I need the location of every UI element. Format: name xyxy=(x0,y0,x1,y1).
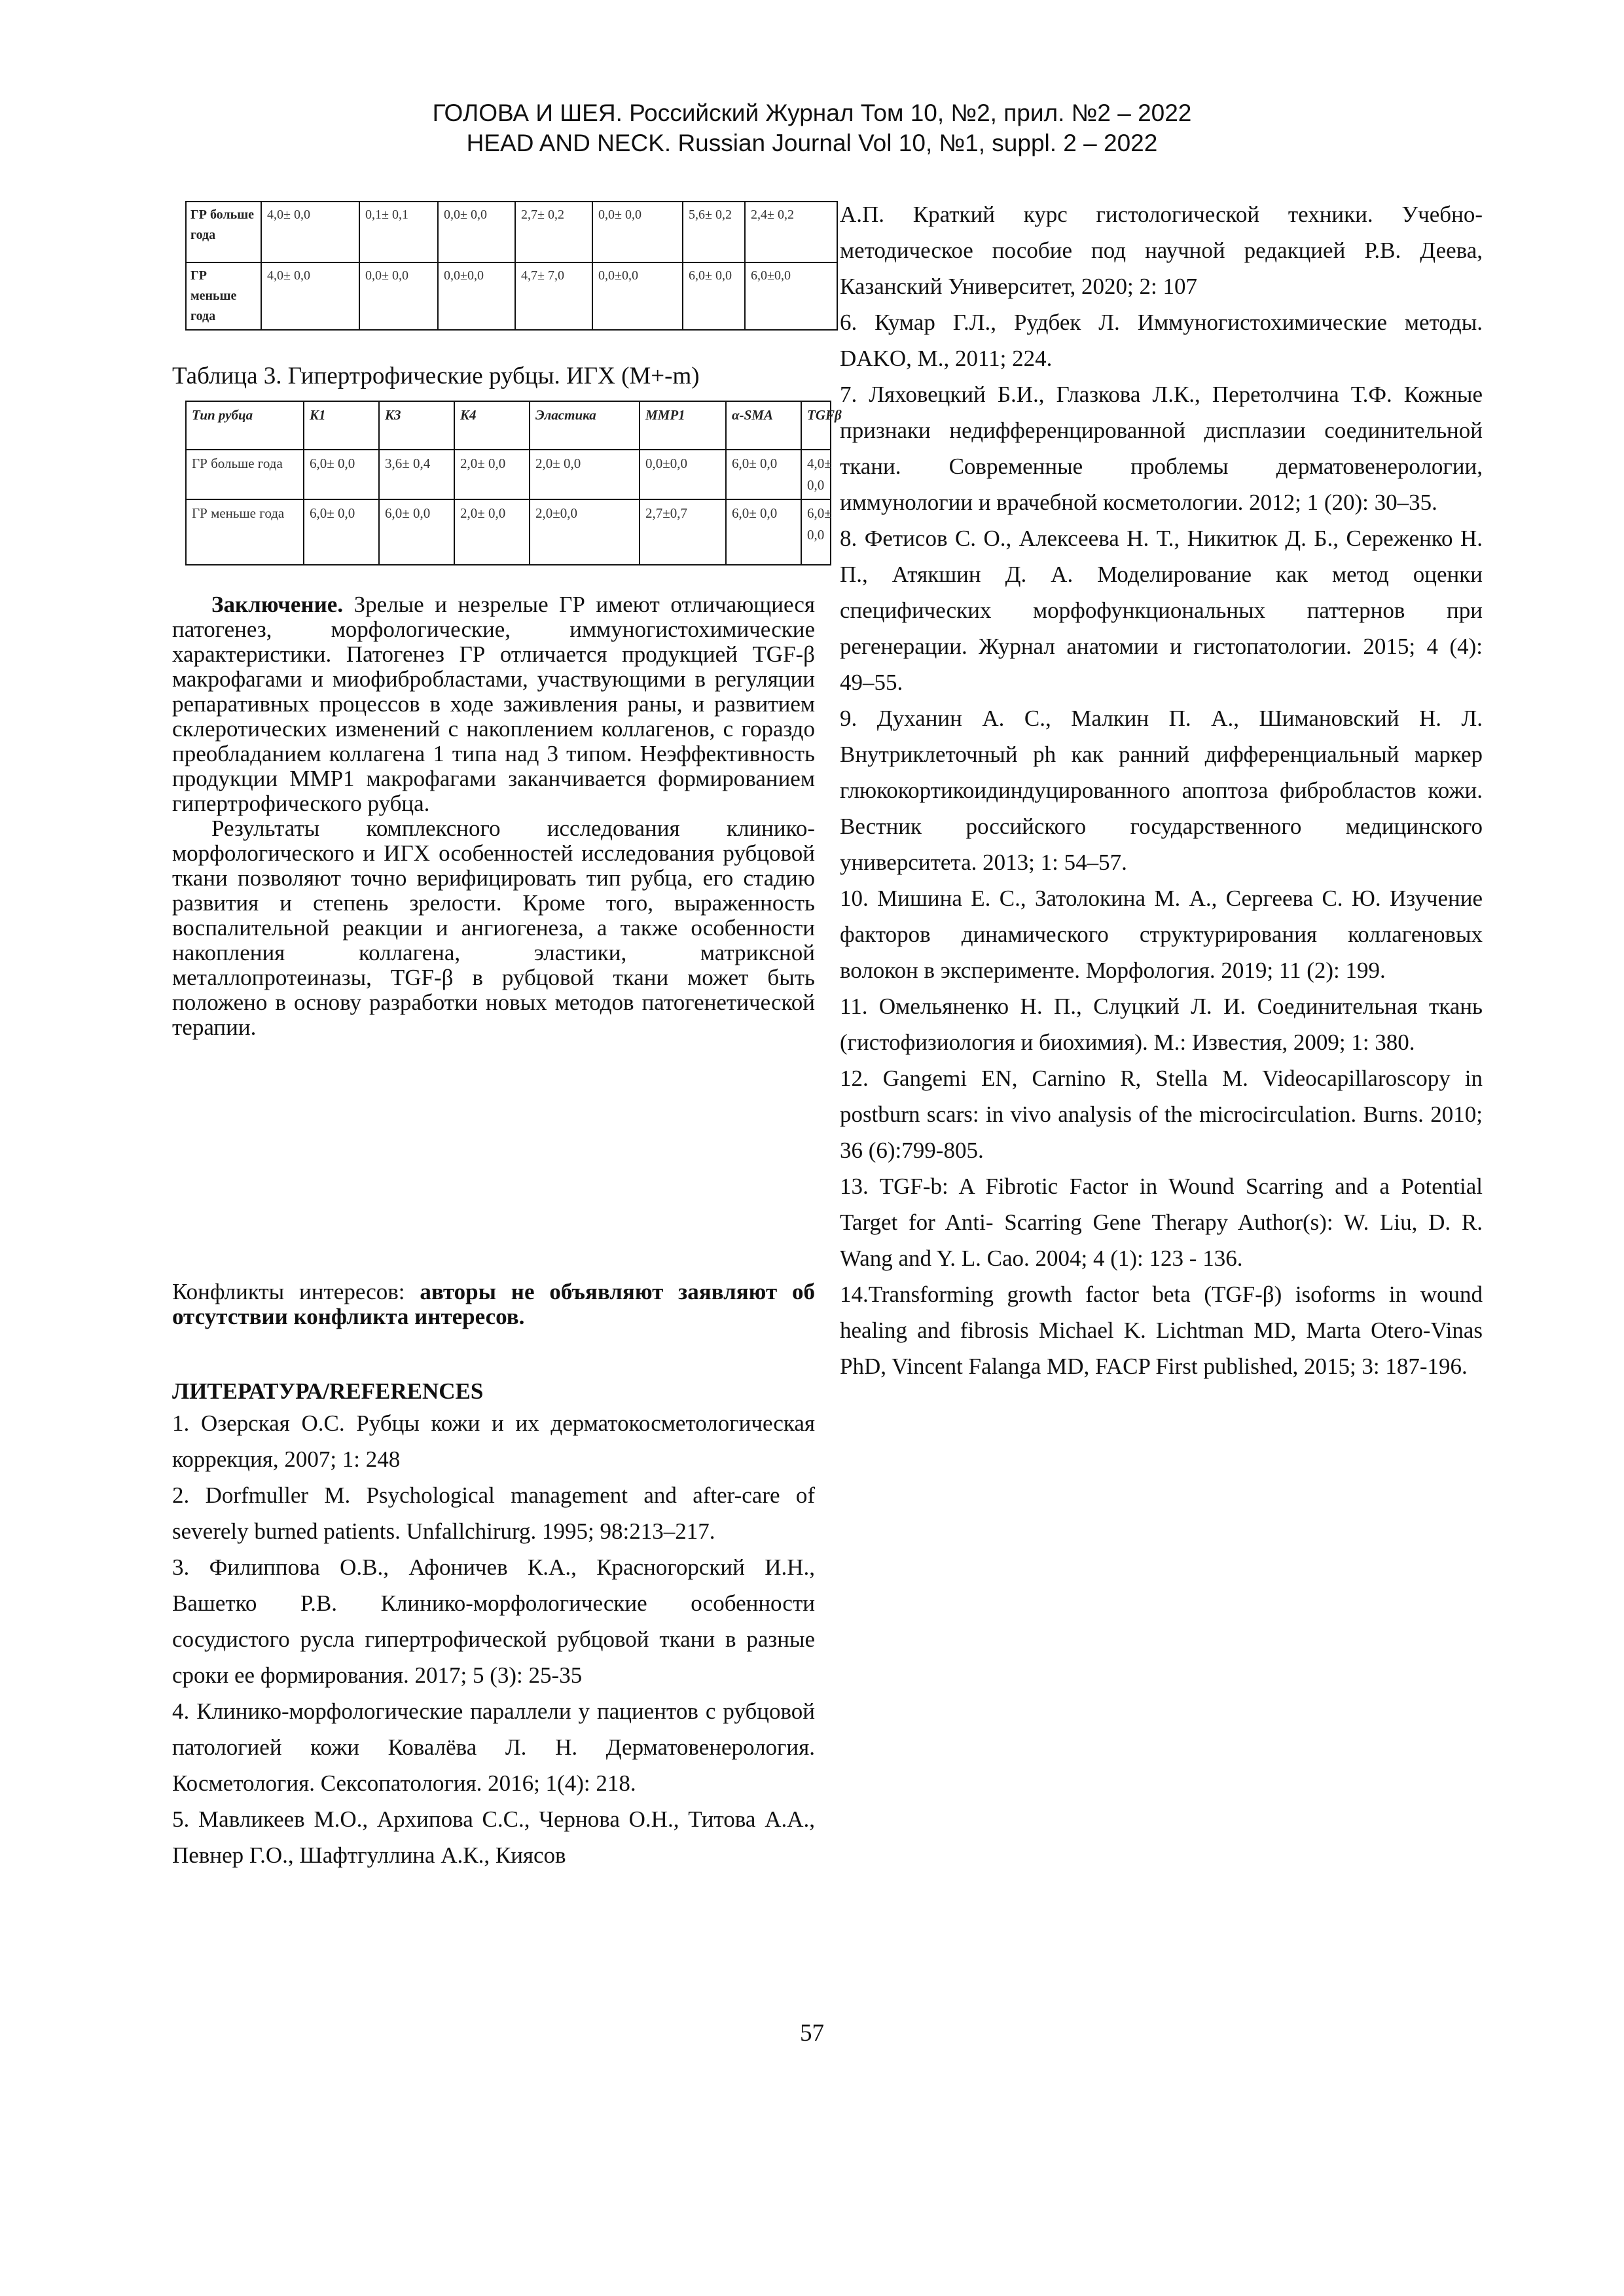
conclusion-heading: Заключение. xyxy=(211,592,344,617)
conflicts-statement: авторы не объявляют заявляют об отсутствии конфликта интересов. xyxy=(172,1279,816,1329)
table-cell: 2,4± 0,2 xyxy=(745,202,837,262)
column-header: K4 xyxy=(454,401,530,450)
reference-item: А.П. Краткий курс гистологической техники. Учебно-методическое пособие под научной редакцией Р.В. Деева, Казанский Университет, 2020; 2: 107 xyxy=(840,202,1483,299)
reference-item: 1. Озерская О.С. Рубцы кожи и их дерматокосметологическая коррекция, 2007; 1: 248 xyxy=(172,1410,815,1472)
table-cell: 6,0± 0,0 xyxy=(726,450,801,499)
table-cell: 0,0± 0,0 xyxy=(359,262,438,330)
reference-item: 4. Клинико-морфологические параллели у пациентов с рубцовой патологией кожи Ковалёва Л. Н. Дерматовенерология. Косметология. Сексопатология. 2016; 1(4): 218. xyxy=(172,1698,815,1796)
table-cell: 0,0±0,0 xyxy=(592,262,683,330)
references-right xyxy=(840,196,1483,1384)
table-cell: 0,1± 0,1 xyxy=(359,202,438,262)
conclusion-text: Зрелые и незрелые ГР имеют отличающиеся патогенез, морфологические, иммуногистохимические характеристики. Патогенез ГР отличается продукцией TGF-β макрофагами и миофибробластами, участвующими в регуляции репаративных процессов в ходе заживления раны, и развитием склеротических изменений с накоплением коллагенов, с гораздо преобладанием коллагена 1 типа над 3 типом. Неэффективность продукции MMP1 макрофагами заканчивается формированием гипертрофического рубца. xyxy=(172,592,815,816)
conclusion-paragraph xyxy=(172,592,815,816)
reference-item: 10. Мишина Е. С., Затолокина М. А., Сергеева С. Ю. Изучение факторов динамического структурирования коллагеновых волокон в эксперименте. Морфология. 2019; 11 (2): 199. xyxy=(840,886,1483,983)
table-row xyxy=(186,262,837,330)
table-cell: 2,0± 0,0 xyxy=(530,450,640,499)
reference-item: 14.Transforming growth factor beta (TGF-β) isoforms in wound healing and fibrosis Michael K. Lichtman MD, Marta Otero-Vinas PhD, Vincent Falanga MD, FACP First published, 2015; 3: 187-196. xyxy=(840,1282,1483,1379)
column-header: MMP1 xyxy=(640,401,726,450)
table-cell: 2,0± 0,0 xyxy=(454,499,530,565)
table-cell: 2,0± 0,0 xyxy=(454,450,530,499)
journal-title-ru: ГОЛОВА И ШЕЯ. Российский Журнал Том 10, №2, прил. №2 – 2022 xyxy=(432,99,1192,126)
table-cell: 0,0± 0,0 xyxy=(438,202,515,262)
table-row xyxy=(186,450,831,499)
row-label: ГР меньше года xyxy=(186,262,261,330)
table-row xyxy=(186,202,837,262)
reference-item: 9. Духанин А. С., Малкин П. А., Шимановский Н. Л. Внутриклеточный ph как ранний дифференциальный маркер глюкокортикоидиндуцированного апоптоза фибробластов кожи. Вестник российского государственного медицинского университета. 2013; 1: 54–57. xyxy=(840,706,1483,875)
page-number: 57 xyxy=(800,2020,824,2047)
reference-item: 11. Омельяненко Н. П., Слуцкий Л. И. Соединительная ткань (гистофизиология и биохимия). М.: Известия, 2009; 1: 380. xyxy=(840,994,1483,1055)
table-cell: 6,0± 0,0 xyxy=(379,499,454,565)
table-cell: 2,7± 0,2 xyxy=(515,202,592,262)
table-cell: 2,7±0,7 xyxy=(640,499,726,565)
table-cell: 4,0± 0,0 xyxy=(801,450,831,499)
table-cell: 0,0± 0,0 xyxy=(592,202,683,262)
table-cell: 6,0± 0,0 xyxy=(801,499,831,565)
table-cell: 6,0± 0,0 xyxy=(304,450,379,499)
journal-title-en: HEAD AND NECK. Russian Journal Vol 10, №1, suppl. 2 – 2022 xyxy=(466,130,1158,156)
reference-item: 5. Мавликеев М.О., Архипова С.С., Чернова О.Н., Титова А.А., Певнер Г.О., Шафтгуллина А.К., Киясов xyxy=(172,1806,815,1868)
table-row xyxy=(186,499,831,565)
row-label: ГР больше года xyxy=(186,450,304,499)
table-cell: 6,0± 0,0 xyxy=(726,499,801,565)
reference-item: 7. Ляховецкий Б.И., Глазкова Л.К., Перетолчина Т.Ф. Кожные признаки недифференцированной дисплазии соединительной ткани. Современные проблемы дерматовенерологии, иммунологии и врачебной косметологии. 2012; 1 (20): 30–35. xyxy=(840,382,1483,515)
table-continuation xyxy=(185,201,838,331)
column-header: K3 xyxy=(379,401,454,450)
row-label: ГР меньше года xyxy=(186,499,304,565)
results-paragraph: Результаты комплексного исследования клинико-морфологического и ИГХ особенностей исследования рубцовой ткани позволяют точно верифицировать тип рубца, его стадию развития и степень зрелости. Кроме того, выраженность воспалительной реакции и ангиогенеза, а также особенности накопления коллагена, эластики, матриксной металлопротеиназы, TGF-β в рубцовой ткани может быть положено в основу разработки новых методов патогенетической терапии. xyxy=(172,816,815,1040)
reference-item: 8. Фетисов С. О., Алексеева Н. Т., Никитюк Д. Б., Сереженко Н. П., Атякшин Д. А. Моделирование как метод оценки специфических морфофункциональных паттернов при регенерации. Журнал анатомии и гистопатологии. 2015; 4 (4): 49–55. xyxy=(840,526,1483,695)
table-cell: 0,0±0,0 xyxy=(640,450,726,499)
reference-item: 12. Gangemi EN, Carnino R, Stella M. Videocapillaroscopy in postburn scars: in vivo analysis of the microcirculation. Burns. 2010; 36 (6):799-805. xyxy=(840,1066,1483,1163)
reference-item: 6. Кумар Г.Л., Рудбек Л. Иммуногистохимические методы. DAKO, М., 2011; 224. xyxy=(840,310,1483,371)
reference-item: 13. TGF-b: A Fibrotic Factor in Wound Scarring and a Potential Target for Anti- Scarring Gene Therapy Author(s): W. Liu, D. R. Wang and Y. L. Cao. 2004; 4 (1): 123 - 136. xyxy=(840,1174,1483,1271)
table3 xyxy=(185,401,842,565)
table-cell: 3,6± 0,4 xyxy=(379,450,454,499)
reference-item: 3. Филиппова О.В., Афоничев К.А., Красногорский И.Н., Вашетко Р.В. Клинико-морфологические особенности сосудистого русла гипертрофической рубцовой ткани в разные сроки ее формирования. 2017; 5 (3): 25-35 xyxy=(172,1554,815,1688)
references-title: ЛИТЕРАТУРА/REFERENCES xyxy=(172,1378,484,1404)
table-cell: 2,0±0,0 xyxy=(530,499,640,565)
table3-caption: Таблица 3. Гипертрофические рубцы. ИГХ (M+-m) xyxy=(172,363,700,389)
row-label: ГР больше года xyxy=(186,202,261,262)
table-cell: 0,0±0,0 xyxy=(438,262,515,330)
column-header: α-SMA xyxy=(726,401,801,450)
table-cell: 4,7± 7,0 xyxy=(515,262,592,330)
conflicts-label: Конфликты интересов: xyxy=(172,1279,420,1304)
table-cell: 5,6± 0,2 xyxy=(683,202,745,262)
column-header: K1 xyxy=(304,401,379,450)
table-cell: 4,0± 0,0 xyxy=(261,262,359,330)
conclusion-section xyxy=(172,592,815,1040)
table-cell: 6,0± 0,0 xyxy=(304,499,379,565)
running-header xyxy=(0,98,1624,158)
table-cell: 6,0± 0,0 xyxy=(683,262,745,330)
table-cell: 4,0± 0,0 xyxy=(261,202,359,262)
conflicts-section xyxy=(172,1280,815,1329)
column-header: Тип рубца xyxy=(186,401,304,450)
references-left xyxy=(172,1378,815,1873)
column-header: TGFβ xyxy=(801,401,831,450)
column-header: Эластика xyxy=(530,401,640,450)
table-header-row xyxy=(186,401,831,450)
reference-item: 2. Dorfmuller M. Psychological management and after-care of severely burned patients. Unfallchirurg. 1995; 98:213–217. xyxy=(172,1482,815,1544)
table-cell: 6,0±0,0 xyxy=(745,262,837,330)
